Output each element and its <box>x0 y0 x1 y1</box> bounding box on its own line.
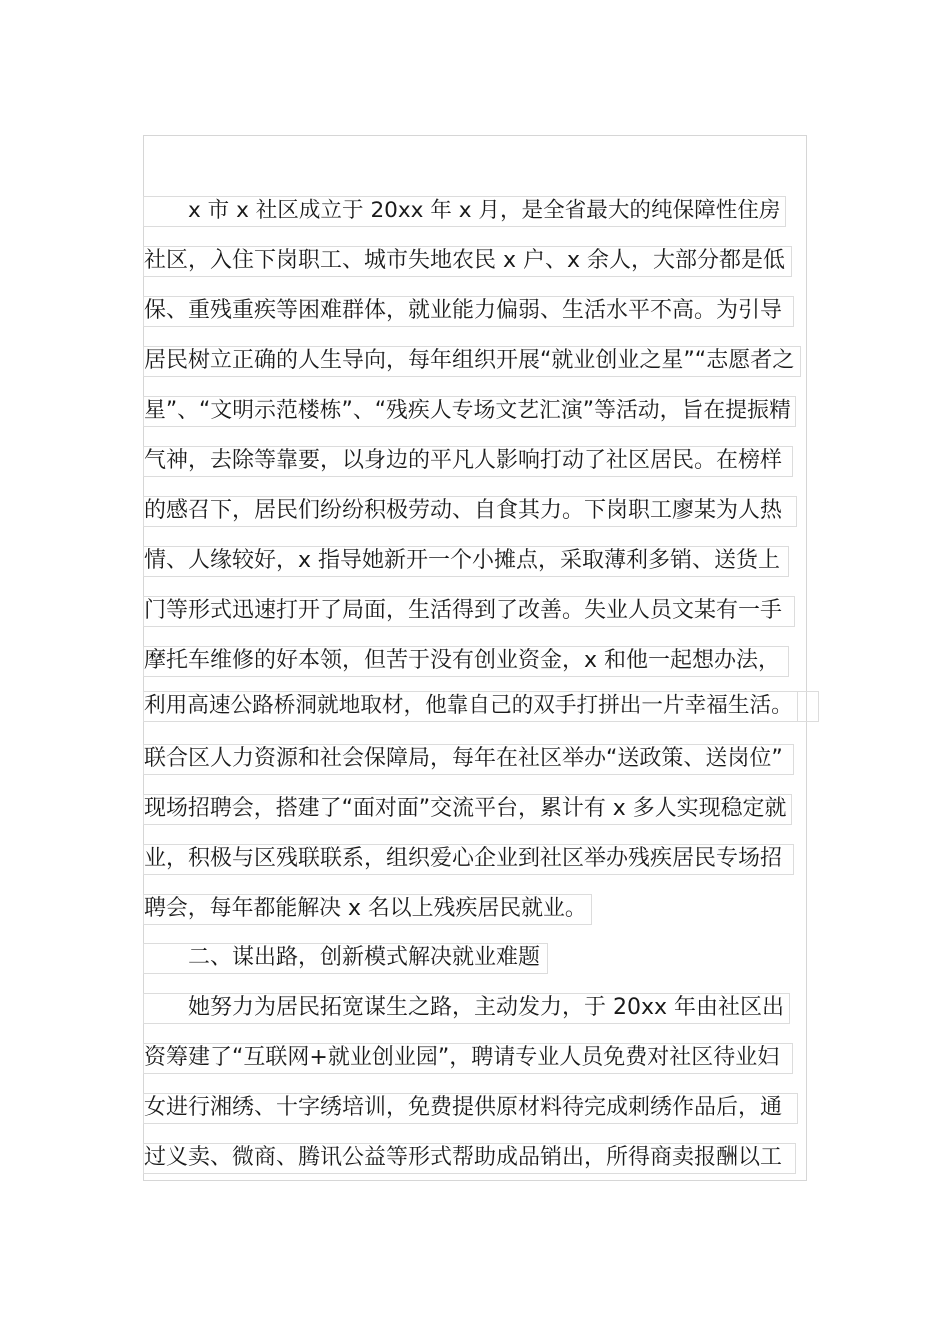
text-line-content: 现场招聘会，搭建了“面对面”交流平台，累计有 x 多人实现稳定就 <box>144 796 787 821</box>
text-line <box>143 691 798 722</box>
text-line-content: 的感召下，居民们纷纷积极劳动、自食其力。下岗职工廖某为人热 <box>144 498 783 523</box>
text-line-content: 资筹建了“互联网+就业创业园”，聘请专业人员免费对社区待业妇 <box>144 1045 780 1070</box>
text-line-content: 摩托车维修的好本领，但苦于没有创业资金，x 和他一起想办法， <box>144 648 781 673</box>
text-line <box>143 546 789 577</box>
text-line-content: 保、重残重疾等困难群体，就业能力偏弱、生活水平不高。为引导 <box>144 298 783 323</box>
section-heading <box>143 943 548 974</box>
text-line <box>143 744 794 775</box>
text-line <box>143 346 801 377</box>
text-line <box>143 844 794 875</box>
text-line-content: 联合区人力资源和社会保障局，每年在社区举办“送政策、送岗位” <box>144 746 783 771</box>
text-line <box>143 1143 796 1174</box>
text-line <box>143 196 786 227</box>
text-line-content: 门等形式迅速打开了局面，生活得到了改善。失业人员文某有一手 <box>144 598 783 623</box>
text-line <box>143 396 796 427</box>
text-line <box>143 496 797 527</box>
text-line <box>143 794 792 825</box>
text-line <box>143 894 592 925</box>
text-line-content: 社区，入住下岗职工、城市失地农民 x 户、x 余人，大部分都是低 <box>144 248 786 273</box>
text-line <box>143 296 794 327</box>
text-line <box>143 246 792 277</box>
text-line-content: 居民树立正确的人生导向，每年组织开展“就业创业之星”“志愿者之 <box>144 348 795 373</box>
text-line-content: 业，积极与区残联联系，组织爱心企业到社区举办残疾居民专场招 <box>144 846 783 871</box>
text-line <box>143 596 795 627</box>
text-line-content: 气神，去除等靠要，以身边的平凡人影响打动了社区居民。在榜样 <box>144 448 783 473</box>
text-line <box>143 993 790 1024</box>
text-line <box>143 646 789 677</box>
text-line-content: 情、人缘较好，x 指导她新开一个小摊点，采取薄利多销、送货上 <box>144 548 781 573</box>
text-line-content: x 市 x 社区成立于 20xx 年 x 月，是全省最大的纯保障性住房 <box>188 198 781 223</box>
text-line <box>143 1043 793 1074</box>
text-line-content: 她努力为居民拓宽谋生之路，主动发力，于 20xx 年由社区出 <box>188 995 785 1020</box>
text-line-content: 聘会，每年都能解决 x 名以上残疾居民就业。 <box>144 896 587 921</box>
text-line-content: 女进行湘绣、十字绣培训，免费提供原材料待完成刺绣作品后，通 <box>144 1095 783 1120</box>
section-heading-text: 二、谋出路，创新模式解决就业难题 <box>188 945 541 970</box>
text-line-content: 利用高速公路桥洞就地取材，他靠自己的双手打拼出一片幸福生活。 <box>144 693 793 718</box>
text-line <box>143 446 793 477</box>
overflow-marker <box>797 691 819 722</box>
text-line <box>143 1093 798 1124</box>
text-line-content: 过义卖、微商、腾讯公益等形式帮助成品销出，所得商卖报酬以工 <box>144 1145 783 1170</box>
text-line-content: 星”、“文明示范楼栋”、“残疾人专场文艺汇演”等活动，旨在提振精 <box>144 398 791 423</box>
